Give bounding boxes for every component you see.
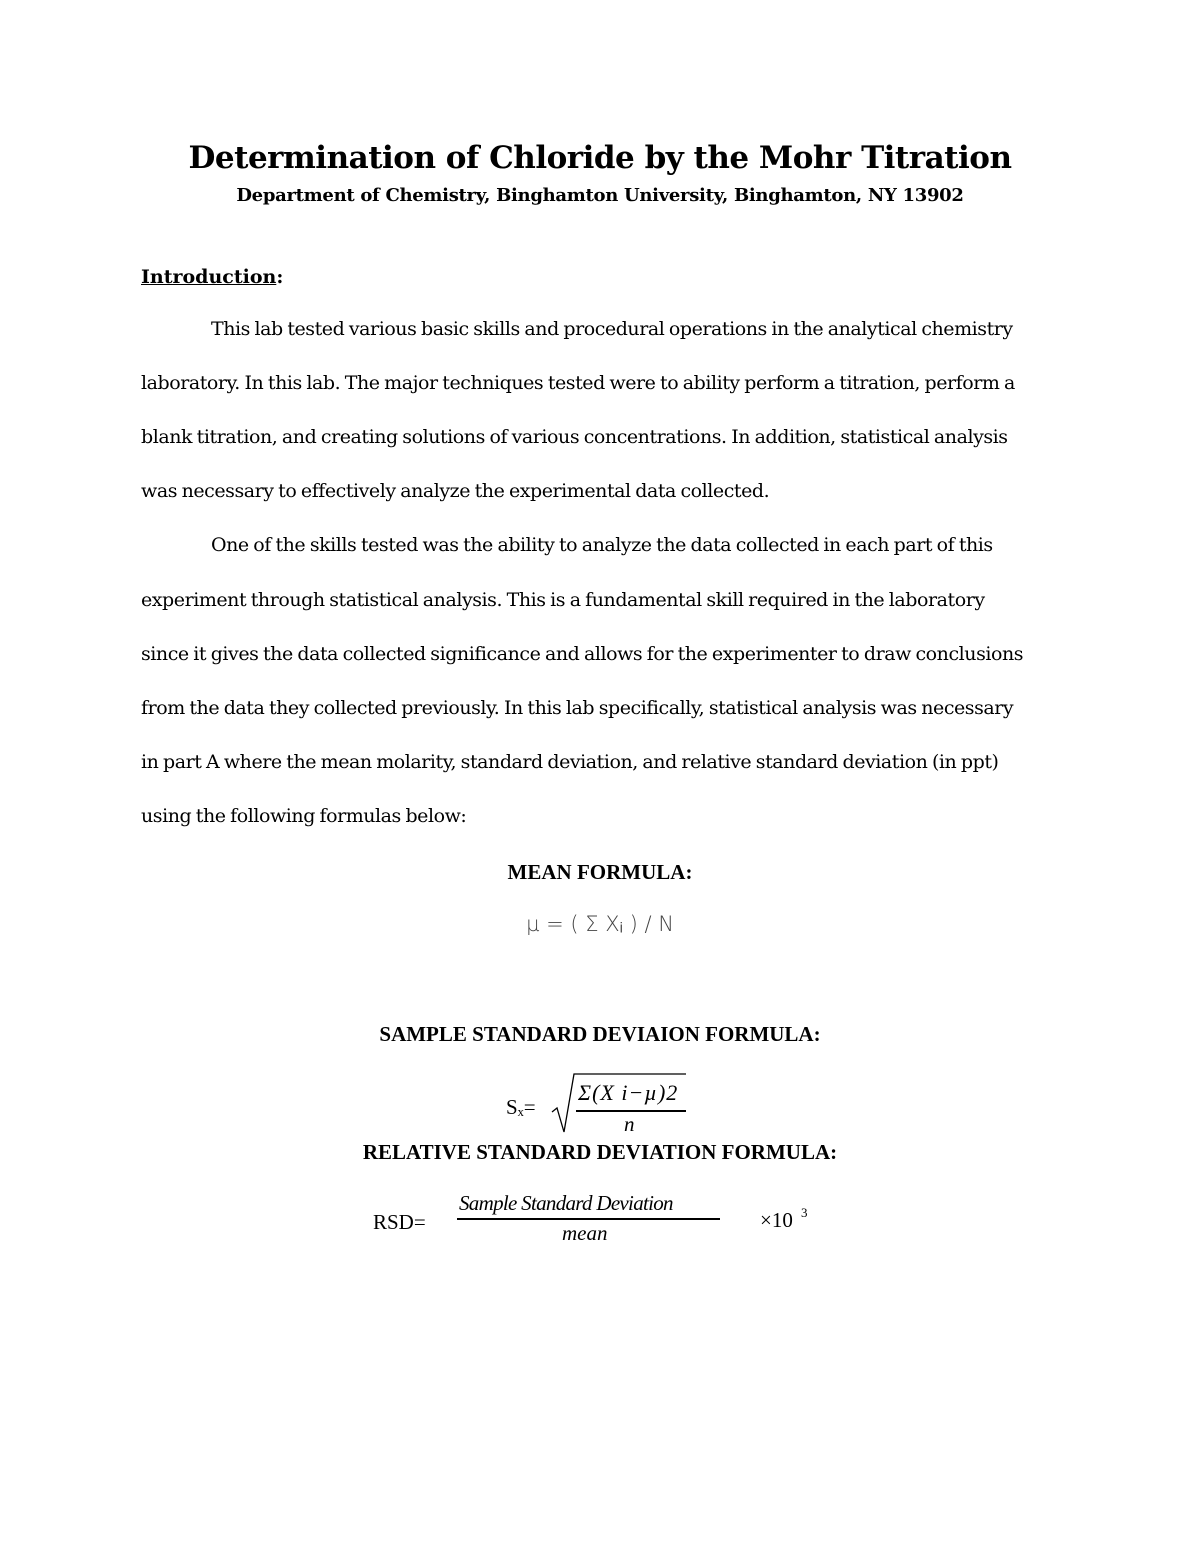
rsd-exponent: 3 <box>801 1205 808 1220</box>
section-heading-colon: : <box>276 266 284 288</box>
rsd-formula-heading: RELATIVE STANDARD DEVIATION FORMULA: <box>362 1140 838 1164</box>
std-formula-denominator: n <box>624 1112 635 1136</box>
affiliation: Department of Chemistry, Binghamton University, Binghamton, NY 13902 <box>236 185 964 206</box>
paragraph-line: since it gives the data collected significance and allows for the experimenter to draw conclusions <box>141 643 1024 665</box>
mean-formula-heading: MEAN FORMULA: <box>507 860 693 884</box>
paragraph-line: One of the skills tested was the ability to analyze the data collected in each part of this <box>211 534 993 556</box>
paragraph-line: was necessary to effectively analyze the experimental data collected. <box>141 480 770 502</box>
paragraph-line: experiment through statistical analysis. This is a fundamental skill required in the laboratory <box>141 589 985 611</box>
std-formula-heading: SAMPLE STANDARD DEVIAION FORMULA: <box>379 1022 821 1046</box>
rsd-fraction-bar <box>457 1218 720 1220</box>
paragraph-line: in part A where the mean molarity, standard deviation, and relative standard deviation (in ppt) <box>141 751 999 773</box>
section-heading-label: Introduction <box>141 266 277 288</box>
paragraph-line: laboratory. In this lab. The major techniques tested were to ability perform a titration, perform a <box>141 372 1015 394</box>
rsd-formula-denominator: mean <box>562 1221 608 1245</box>
paragraph-line: blank titration, and creating solutions of various concentrations. In addition, statistical analysis <box>141 426 1008 448</box>
rsd-multiplier: ×10 <box>760 1208 793 1232</box>
std-formula-lhs: Sₓ= <box>506 1095 536 1119</box>
std-formula-numerator: Σ(X i−µ)2 <box>578 1080 679 1105</box>
mean-formula: µ = ( Σ Xᵢ ) / N <box>526 912 674 936</box>
document-title: Determination of Chloride by the Mohr Titration <box>188 140 1012 176</box>
paragraph-line: This lab tested various basic skills and procedural operations in the analytical chemistry <box>211 318 1013 340</box>
rsd-formula-lhs: RSD= <box>373 1210 426 1234</box>
section-heading-introduction <box>141 266 283 288</box>
paragraph-line: from the data they collected previously. In this lab specifically, statistical analysis was necessary <box>141 697 1014 719</box>
rsd-formula-numerator: Sample Standard Deviation <box>459 1191 673 1215</box>
paragraph-line: using the following formulas below: <box>141 805 467 827</box>
